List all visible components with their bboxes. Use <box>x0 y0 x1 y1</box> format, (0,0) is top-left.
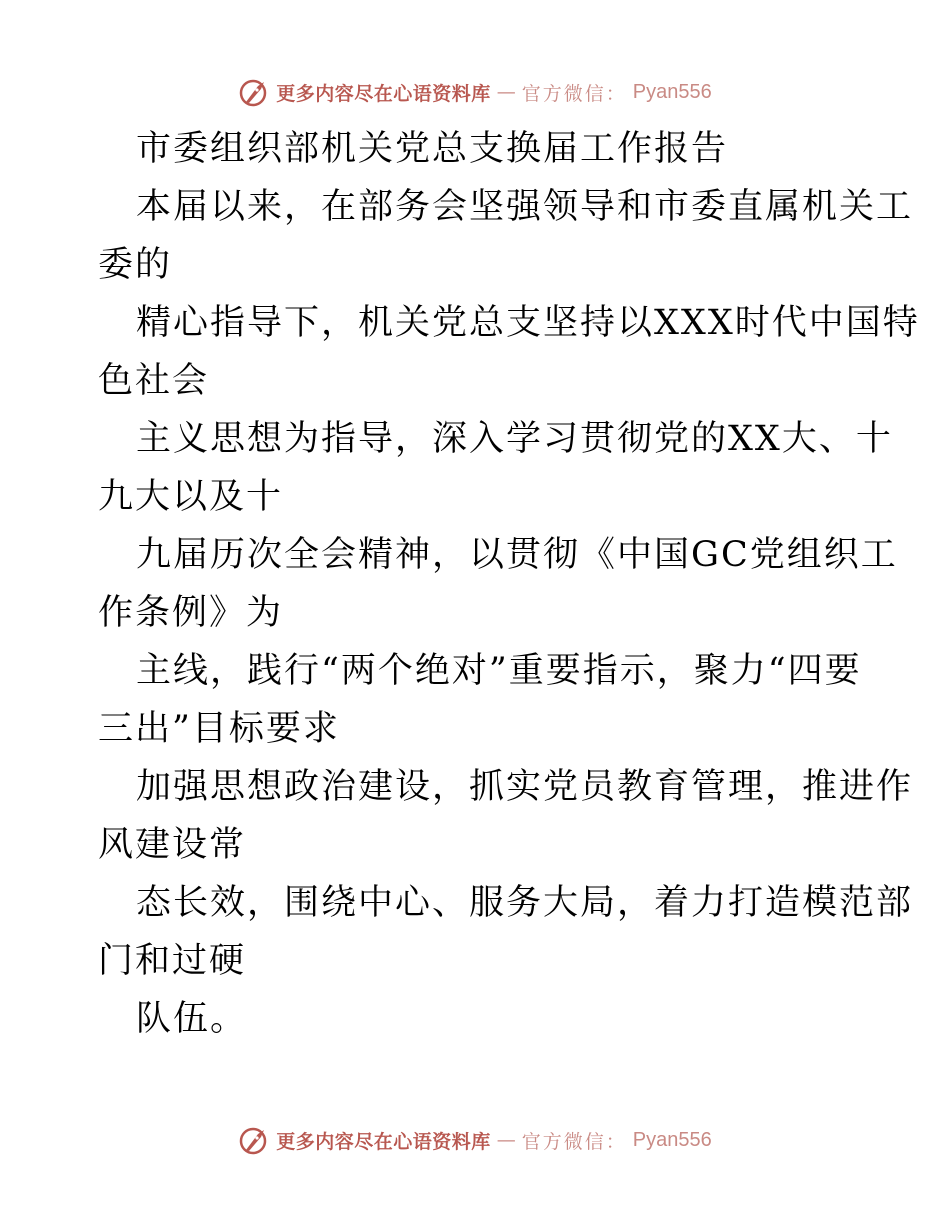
document-line: 精心指导下，机关党总支坚持以XXX时代中国特 <box>136 303 920 343</box>
banner-wechat-id: Pyan556 <box>632 80 712 103</box>
banner-separator: — <box>496 1129 516 1151</box>
document-line: 主线，践行“两个绝对”重要指示，聚力“四要 <box>136 651 862 691</box>
document-body <box>98 120 920 1048</box>
banner-promo-text: 更多内容尽在心语资料库 <box>276 82 491 105</box>
document-line: 风建设常 <box>98 825 247 865</box>
pen-nib-logo-icon <box>238 1124 270 1156</box>
document-title: 市委组织部机关党总支换届工作报告 <box>136 129 729 169</box>
banner-wechat-label: 官方微信： <box>521 1130 627 1153</box>
document-line: 门和过硬 <box>98 941 247 981</box>
document-line: 色社会 <box>98 361 210 401</box>
banner-wechat-id: Pyan556 <box>632 1128 712 1151</box>
banner-wechat-label: 官方微信： <box>521 82 627 105</box>
banner-promo-text: 更多内容尽在心语资料库 <box>276 1130 491 1153</box>
document-line: 加强思想政治建设，抓实党员教育管理，推进作 <box>136 767 914 807</box>
banner-separator: — <box>496 81 516 103</box>
pen-nib-logo-icon <box>238 76 270 108</box>
document-line: 态长效，围绕中心、服务大局，着力打造模范部 <box>136 883 914 923</box>
document-line: 九届历次全会精神，以贯彻《中国GC党组织工 <box>136 535 898 575</box>
document-line: 队伍。 <box>136 999 248 1039</box>
document-line: 委的 <box>98 245 173 285</box>
document-line: 三出”目标要求 <box>98 709 340 749</box>
document-line: 九大以及十 <box>98 477 284 517</box>
document-line: 主义思想为指导，深入学习贯彻党的XX大、十 <box>136 419 893 459</box>
document-line: 作条例》为 <box>98 593 284 633</box>
footer-banner <box>0 1120 950 1160</box>
document-line: 本届以来，在部务会坚强领导和市委直属机关工 <box>136 187 914 227</box>
header-banner <box>0 72 950 112</box>
